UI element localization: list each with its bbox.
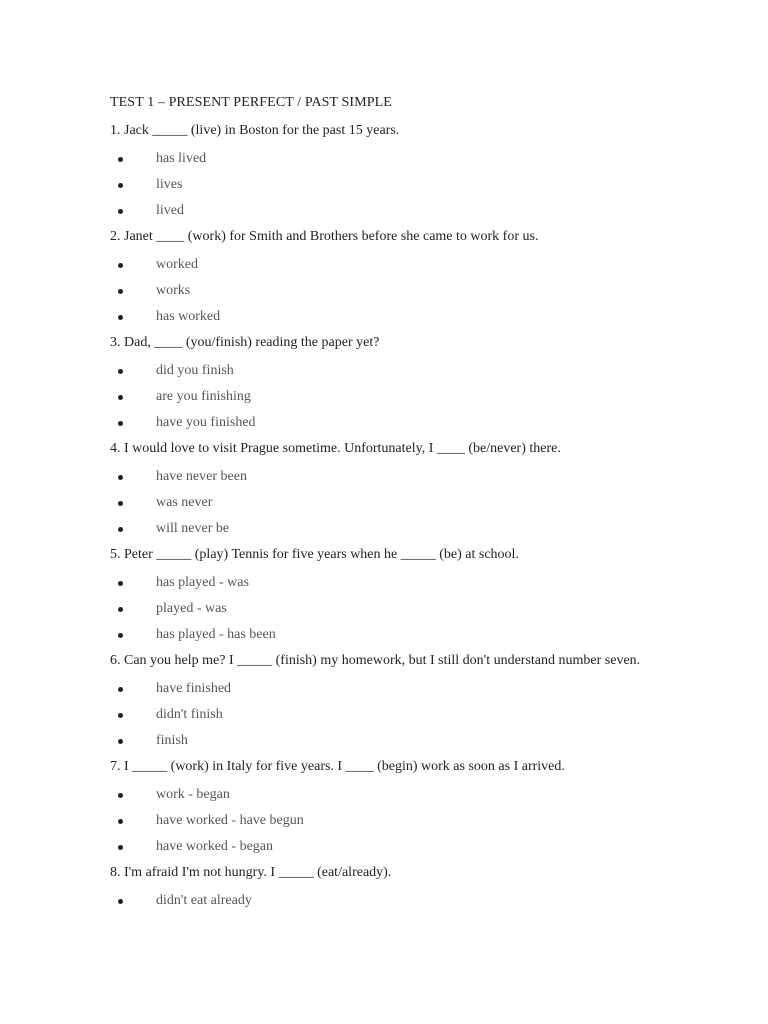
answer-option [110, 150, 670, 168]
bullet-icon [118, 289, 123, 294]
option-label: worked [156, 257, 198, 272]
option-label: has worked [156, 309, 221, 324]
answer-option [110, 732, 670, 750]
bullet-icon [118, 527, 123, 532]
question-4 [110, 440, 670, 538]
answer-option [110, 626, 670, 644]
bullet-icon [118, 157, 123, 162]
option-label: lives [156, 177, 183, 192]
answer-options [110, 256, 670, 326]
option-label: didn't eat already [156, 893, 252, 908]
answer-options [110, 892, 670, 910]
bullet-icon [118, 501, 123, 506]
option-label: are you finishing [156, 389, 251, 404]
question-3 [110, 334, 670, 432]
answer-options [110, 574, 670, 644]
bullet-icon [118, 475, 123, 480]
answer-option [110, 362, 670, 380]
bullet-icon [118, 369, 123, 374]
answer-option [110, 892, 670, 910]
option-label: work - began [156, 787, 230, 802]
option-label: works [156, 283, 191, 298]
answer-option [110, 414, 670, 432]
answer-option [110, 574, 670, 592]
answer-options [110, 786, 670, 856]
answer-option [110, 838, 670, 856]
option-label: didn't finish [156, 707, 223, 722]
answer-option [110, 520, 670, 538]
answer-options [110, 362, 670, 432]
answer-option [110, 680, 670, 698]
question-text: 6. Can you help me? I _____ (finish) my homework, but I still don't understand number seven. [110, 653, 641, 668]
question-text: 2. Janet ____ (work) for Smith and Brothers before she came to work for us. [110, 229, 539, 244]
option-label: played - was [156, 601, 227, 616]
answer-option [110, 256, 670, 274]
question-2 [110, 228, 670, 326]
answer-options [110, 680, 670, 750]
bullet-icon [118, 263, 123, 268]
bullet-icon [118, 687, 123, 692]
option-label: has lived [156, 151, 207, 166]
answer-option [110, 786, 670, 804]
bullet-icon [118, 739, 123, 744]
question-text: 8. I'm afraid I'm not hungry. I _____ (eat/already). [110, 865, 392, 880]
bullet-icon [118, 819, 123, 824]
question-5 [110, 546, 670, 644]
option-label: will never be [156, 521, 230, 536]
answer-option [110, 308, 670, 326]
page-title: TEST 1 – PRESENT PERFECT / PAST SIMPLE [110, 95, 392, 110]
answer-option [110, 468, 670, 486]
question-8 [110, 864, 670, 910]
bullet-icon [118, 899, 123, 904]
answer-option [110, 202, 670, 220]
bullet-icon [118, 315, 123, 320]
bullet-icon [118, 421, 123, 426]
bullet-icon [118, 793, 123, 798]
question-text: 5. Peter _____ (play) Tennis for five years when he _____ (be) at school. [110, 547, 519, 562]
bullet-icon [118, 845, 123, 850]
answer-option [110, 176, 670, 194]
question-1 [110, 122, 670, 220]
option-label: have worked - have begun [156, 813, 304, 828]
answer-option [110, 812, 670, 830]
bullet-icon [118, 183, 123, 188]
worksheet [110, 94, 670, 918]
answer-option [110, 282, 670, 300]
bullet-icon [118, 209, 123, 214]
answer-option [110, 600, 670, 618]
bullet-icon [118, 607, 123, 612]
bullet-icon [118, 581, 123, 586]
answer-options [110, 468, 670, 538]
question-text: 4. I would love to visit Prague sometime. Unfortunately, I ____ (be/never) there. [110, 441, 561, 456]
option-label: have never been [156, 469, 247, 484]
option-label: have worked - began [156, 839, 274, 854]
option-label: was never [156, 495, 213, 510]
answer-option [110, 706, 670, 724]
question-text: 7. I _____ (work) in Italy for five years. I ____ (begin) work as soon as I arrived. [110, 759, 565, 774]
option-label: has played - has been [156, 627, 276, 642]
answer-option [110, 494, 670, 512]
bullet-icon [118, 395, 123, 400]
question-text: 3. Dad, ____ (you/finish) reading the paper yet? [110, 335, 380, 350]
option-label: lived [156, 203, 184, 218]
option-label: did you finish [156, 363, 234, 378]
question-6 [110, 652, 670, 750]
option-label: have you finished [156, 415, 256, 430]
question-7 [110, 758, 670, 856]
option-label: finish [156, 733, 188, 748]
option-label: have finished [156, 681, 232, 696]
bullet-icon [118, 713, 123, 718]
answer-options [110, 150, 670, 220]
bullet-icon [118, 633, 123, 638]
option-label: has played - was [156, 575, 249, 590]
question-text: 1. Jack _____ (live) in Boston for the past 15 years. [110, 123, 400, 138]
answer-option [110, 388, 670, 406]
